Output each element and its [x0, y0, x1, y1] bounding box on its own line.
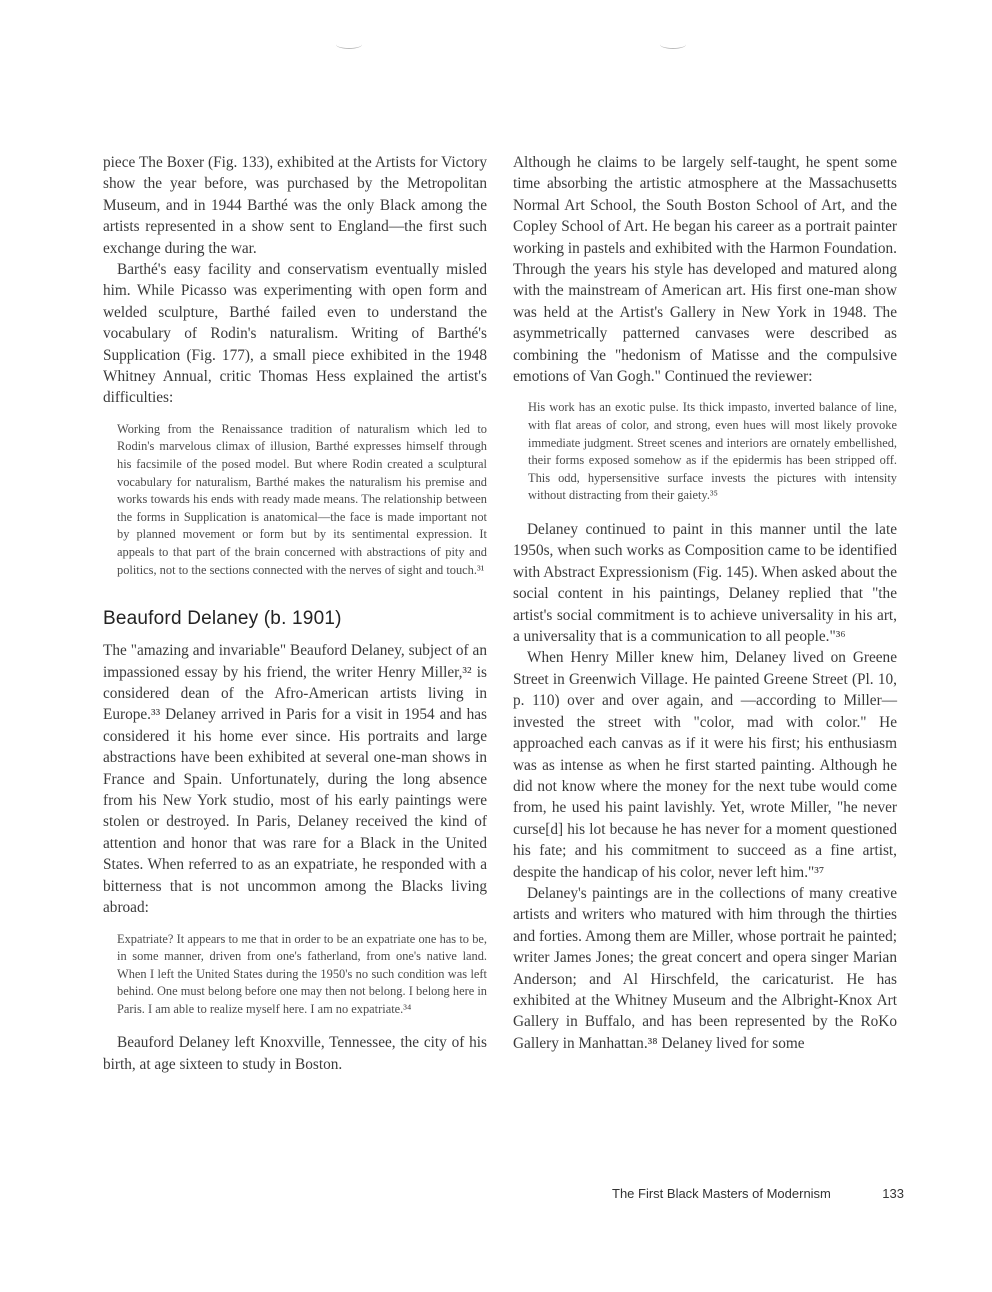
block-quote: Expatriate? It appears to me that in order to be an expatriate one has to be, in some manner, driven from one's fatherland, from one's native land. When I left the United States during the 1950's no such condition was left behind. One must belong before one may then not belong. I belong here in Paris. I am able to realize myself here. I am no expatriate.³⁴	[117, 931, 487, 1016]
paragraph: piece The Boxer (Fig. 133), exhibited at the Artists for Victory show the year before, was purchased by the Metropolitan Museum, and in 1944 Barthé was the only Black among the artists represented in a show sent to England—the first such exchange during the war.	[103, 154, 487, 257]
scan-artifact-right	[660, 40, 686, 49]
scan-artifact-left	[336, 40, 362, 49]
paragraph: Delaney's paintings are in the collections of many creative artists and writers who matured with him through the thirties and forties. Among them are Miller, whose portrait he painted; writer James Jones; the great concert and opera singer Marian Anderson; and Al Hirschfeld, the caricaturist. He has exhibited at the Whitney Museum and the Albright-Knox Art Gallery in Buffalo, and has been represented by the RoKo Gallery in Manhattan.³⁸ Delaney lived for some	[513, 884, 897, 1052]
section-heading: Beauford Delaney (b. 1901)	[103, 608, 342, 630]
left-column	[103, 152, 487, 1075]
paragraph: Barthé's easy facility and conservatism eventually misled him. While Picasso was experimenting with open form and welded sculpture, Barthé failed even to understand the vocabulary of Rodin's naturalism. Writing of Barthé's Supplication (Fig. 177), a small piece exhibited in the 1948 Whitney Annual, critic Thomas Hess explained the artist's difficulties:	[103, 261, 487, 407]
block-quote: His work has an exotic pulse. Its thick impasto, inverted balance of line, with flat areas of color, and strong, even hues will most likely provoke immediate judgment. Street scenes and interiors are ornately embellished, their forms exposed somehow as if the epidermis has been stripped off. This odd, hypersensitive surface invests the pictures with intensity without distracting from their gaiety.³⁵	[528, 400, 897, 503]
paragraph: Beauford Delaney left Knoxville, Tennessee, the city of his birth, at age sixteen to study in Boston.	[103, 1034, 487, 1073]
paragraph: Delaney continued to paint in this manner until the late 1950s, when such works as Composition came to be identified with Abstract Expressionism (Fig. 145). When asked about the social content in his paintings, Delaney replied that "the artist's social commitment is to achieve universality in his art, a universality that is a communication to all people."³⁶	[513, 521, 897, 646]
paragraph: Although he claims to be largely self-taught, he spent some time absorbing the artistic atmosphere at the Massachusetts Normal Art School, the South Boston School of Art, and the Copley School of Art. He began his career as a portrait painter working in pastels and exhibited with the Harmon Foundation. Through the years his style has developed and matured along with the mainstream of American art. His first one-man show was held at the Artist's Gallery in New York in 1948. The asymmetrically patterned canvases were described as combining the "hedonism of Matisse and the compulsive emotions of Van Gogh." Continued the reviewer:	[513, 154, 897, 386]
paragraph: When Henry Miller knew him, Delaney lived on Greene Street in Greenwich Village. He painted Greene Street (Pl. 10, p. 110) over and over again, and —according to Miller—invested the street with "color, mad with color." He approached each canvas as if it were his first; his enthusiasm was as intense as when he first started painting. Although he did not know where the money for the next tube would come from, he used his paint lavishly. Yet, wrote Miller, "he never curse[d] his lot because he has never for a moment questioned his fate; and his commitment to succeed as a fine artist, despite the handicap of his color, never left him."³⁷	[513, 649, 897, 881]
page-footer	[612, 1186, 908, 1201]
page-number: 133	[882, 1186, 904, 1201]
right-column	[513, 152, 897, 1054]
running-title: The First Black Masters of Modernism	[612, 1186, 831, 1201]
block-quote: Working from the Renaissance tradition of naturalism which led to Rodin's marvelous climax of illusion, Barthé expresses himself through his facsimile of the posed model. But where Rodin created a sculptural vocabulary for naturalism, Barthé makes the naturalism his premise and works towards his ends with ready made means. The relationship between the forms in Supplication is anatomical—the face is made important not by planned movement or form but by its sentimental expression. It appeals to that part of the brain concerned with abstractions of pity and politics, not to the sections connected with the nerves of sight and touch.³¹	[117, 421, 487, 577]
paragraph: The "amazing and invariable" Beauford Delaney, subject of an impassioned essay by his friend, the writer Henry Miller,³² is considered dean of the Afro-American artists living in Europe.³³ Delaney arrived in Paris for a visit in 1954 and has considered it his home ever since. His portraits and large abstractions have been exhibited at several one-man shows in France and Spain. Unfortunately, during the long absence from his New York studio, most of his early paintings were stolen or destroyed. In Paris, Delaney received the kind of attention and honor that was rare for a Black in the United States. When referred to as an expatriate, he responded with a bitterness that is not uncommon among the Blacks living abroad:	[103, 642, 487, 917]
